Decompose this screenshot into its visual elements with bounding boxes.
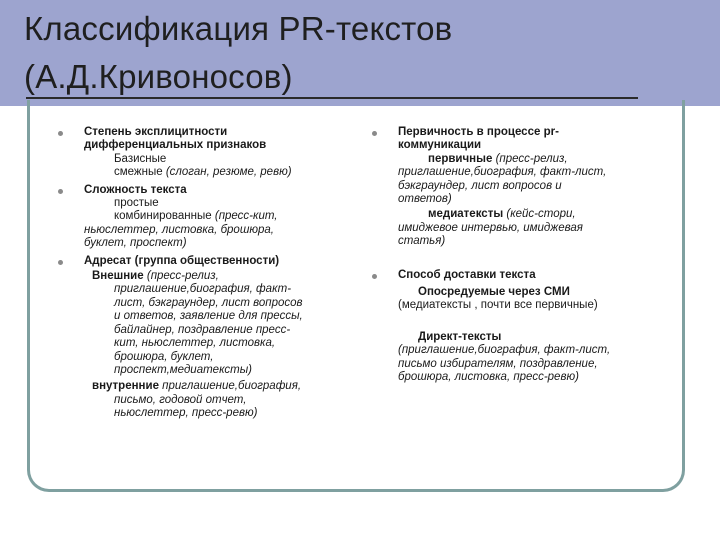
direct-examples: (приглашение,биография, факт-лист, <box>398 344 611 357</box>
external-examples: (пресс-релиз, <box>146 270 219 283</box>
internal-examples: приглашение,биография, <box>162 380 302 393</box>
external-examples: брошюра, буклет, <box>114 350 214 363</box>
combined-examples: ньюслеттер, листовка, брошюра, <box>84 223 275 236</box>
item-heading: дифференциальных признаков <box>84 139 267 152</box>
list-item-addressee <box>58 255 358 421</box>
list-item-complexity <box>58 184 358 251</box>
internal-type <box>84 380 358 393</box>
external-examples: кит, ньюслеттер, листовка, <box>114 337 276 350</box>
combined-type <box>84 210 358 223</box>
bullet-icon <box>58 131 63 136</box>
item-heading: Способ доставки текста <box>398 268 536 281</box>
bullet-icon <box>58 189 63 194</box>
basic-type: Базисные <box>114 152 167 165</box>
external-type <box>84 270 358 283</box>
media-label: медиатексты <box>428 208 504 221</box>
right-column <box>372 126 672 385</box>
primary-examples: приглашение,биография, факт-лист, <box>398 166 607 179</box>
list-item-delivery <box>372 269 672 385</box>
slide-title: Классификация PR-текстов <box>24 10 453 47</box>
list-item-explicitness <box>58 126 358 180</box>
adjacent-label: смежные <box>114 166 163 179</box>
media-examples: статья) <box>398 235 446 248</box>
adjacent-type <box>84 166 358 179</box>
title-underline <box>26 97 638 99</box>
primary-examples: (пресс-релиз, <box>495 152 568 165</box>
bullet-icon <box>372 131 377 136</box>
bullet-icon <box>372 274 377 279</box>
direct-label: Директ-тексты <box>418 330 502 343</box>
slide-subtitle-author: (А.Д.Кривоносов) <box>24 58 293 95</box>
media-type <box>398 208 672 221</box>
internal-examples-block <box>84 394 358 421</box>
adjacent-examples: (слоган, резюме, ревю) <box>165 166 292 179</box>
external-examples: и ответов, заявление для прессы, <box>114 310 303 323</box>
external-examples-block <box>84 283 358 377</box>
mediated-label: Опосредуемые через СМИ <box>418 286 570 299</box>
external-examples: проспект,медиатексты) <box>114 363 252 376</box>
item-heading: Первичность в процессе pr- <box>398 126 559 138</box>
external-examples: лист, бэкграундер, лист вопросов <box>114 296 303 309</box>
list-item-primacy <box>372 126 672 249</box>
item-heading: Сложность текста <box>84 183 187 196</box>
primary-type <box>398 153 672 166</box>
mediated-description: (медиатексты , почти все первичные) <box>398 299 598 312</box>
primary-label: первичные <box>428 152 493 165</box>
internal-label: внутренние <box>92 380 159 393</box>
combined-examples: (пресс-кит, <box>214 210 278 223</box>
combined-examples: буклет, проспект) <box>84 237 187 250</box>
media-examples: (кейс-стори, <box>506 208 576 221</box>
simple-type: простые <box>114 197 159 210</box>
primary-examples: бэкграундер, лист вопросов и <box>398 179 562 192</box>
media-examples: имиджевое интервью, имиджевая <box>398 221 583 234</box>
bullet-icon <box>58 260 63 265</box>
item-heading: Степень эксплицитности <box>84 126 228 138</box>
external-examples: приглашение,биография, факт- <box>114 283 292 296</box>
combined-label: комбинированные <box>114 210 212 223</box>
primary-examples: ответов) <box>398 193 452 206</box>
direct-examples: письмо избирателям, поздравление, <box>398 357 598 370</box>
item-heading: коммуникации <box>398 139 482 152</box>
internal-examples: ньюслеттер, пресс-ревю) <box>114 407 258 420</box>
direct-examples: брошюра, листовка, пресс-ревю) <box>398 371 579 384</box>
item-heading: Адресат (группа общественности) <box>84 254 280 267</box>
external-examples: байлайнер, поздравление пресс- <box>114 323 291 336</box>
internal-examples: письмо, годовой отчет, <box>114 393 247 406</box>
left-column <box>58 126 358 421</box>
external-label: Внешние <box>92 270 144 283</box>
